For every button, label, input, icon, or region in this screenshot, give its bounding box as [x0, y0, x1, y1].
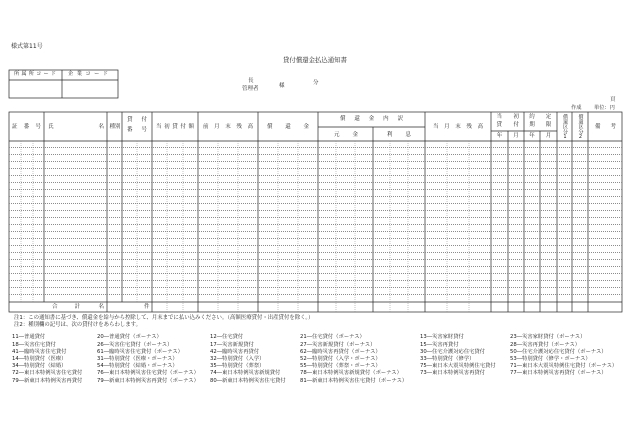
loan-type-legend: [12, 334, 622, 384]
loan-type-item: 14―特別貸付（医療）: [12, 355, 67, 362]
loan-type-item: 27―災害新規貸付（ボーナス）: [300, 341, 376, 348]
persons-unit: 名: [98, 303, 105, 310]
loan-type-item: 15―災害再貸付: [420, 341, 459, 348]
table-row: [9, 218, 622, 225]
affiliation-code-label: 所属所コード: [14, 71, 56, 78]
loan-type-item: 32―特別貸付（入学）: [210, 355, 265, 362]
company-code-label: 企業コード: [68, 71, 108, 78]
table-row: [9, 288, 622, 295]
header-current-month-balance: 当月末残高: [433, 123, 483, 130]
table-row: [9, 253, 622, 260]
table-row: [9, 295, 622, 302]
loan-type-item: 76―東日本特例災害住宅貸付（ボーナス）: [97, 370, 199, 377]
loan-type-item: 31―特別貸付（医療・ボーナス）: [97, 355, 178, 362]
table-row: [9, 169, 622, 176]
loan-type-item: 73―東日本特例災害再貸付: [420, 370, 486, 377]
table-row: [9, 155, 622, 162]
loan-type-item: 79―新東日本特例災害再貸付（ボーナス）: [97, 377, 199, 384]
table-row: [9, 197, 622, 204]
table-row: [9, 260, 622, 267]
table-row: [9, 204, 622, 211]
document-title: 貸付償還金払込通知書: [283, 56, 347, 64]
loan-type-item: 21―住宅貸付（ボーナス）: [300, 334, 365, 341]
loan-type-item: 71―東日本大震災特例住宅貸付（ボーナス）: [510, 363, 618, 370]
form-number: 様式第11号: [11, 43, 43, 50]
header-repayment: 償還金: [267, 123, 309, 130]
loan-type-item: 20―普通貸付（ボーナス）: [97, 334, 162, 341]
table-row: [9, 162, 622, 169]
header-initial-loan-amount: 当初貸付額: [156, 123, 194, 130]
header-due-month: 月: [545, 132, 552, 139]
loan-type-item: 54―特別貸付（結婚・ボーナス）: [97, 363, 178, 370]
chief-label: 長: [248, 78, 254, 84]
header-interest: 利息: [387, 131, 411, 138]
table-row: [9, 225, 622, 232]
period-suffix: 分: [313, 80, 319, 86]
loan-type-item: 75―東日本大震災特例住宅貸付: [420, 363, 496, 370]
header-loan-number-line1: 貸付: [127, 116, 147, 123]
header-loan-number-line2: 番号: [127, 127, 147, 133]
table-row: [9, 211, 622, 218]
header-initial-loan-line2: 貸付: [496, 121, 519, 128]
header-due-year: 年: [529, 132, 535, 139]
loan-type-item: 28―災害再貸付（ボーナス）: [510, 341, 581, 348]
table-row: [9, 239, 622, 246]
note-2: 注2：種別欄の記号は、次の貸付けをあらわします。: [14, 321, 141, 328]
header-repayment-category-2: 償還区分2: [577, 114, 584, 140]
loan-type-item: 26―災害住宅貸付（ボーナス）: [97, 341, 173, 348]
table-row: [9, 281, 622, 288]
header-due-date-line1: 約定: [529, 113, 552, 120]
note-1: 注1：この通知書に基づき、償還金を給与から控除して、月末までに払い込みください。（高額医療貸付・出産貸付を除く。）: [14, 314, 314, 321]
loan-type-item: 50―住宅介護対応住宅貸付（ボーナス）: [510, 348, 607, 355]
loan-type-item: 34―特別貸付（結婚）: [12, 363, 67, 370]
loan-type-item: 12―住宅貸付: [210, 334, 244, 341]
header-initial-loan-line1: 当初: [496, 113, 519, 120]
honorific: 様: [279, 82, 285, 89]
table-row: [9, 267, 622, 274]
loan-type-item: 81―新東日本特例災害住宅貸付（ボーナス）: [300, 377, 408, 384]
header-remarks: 備考: [595, 123, 616, 130]
header-initial-month: 月: [513, 132, 519, 139]
loan-type-item: 53―特別貸付（修学・ボーナス）: [510, 355, 591, 362]
loan-type-item: 61―臨時災害住宅貸付（ボーナス）: [97, 348, 183, 355]
table-row: [9, 232, 622, 239]
loan-type-item: 74―東日本特例災害新規貸付: [210, 370, 281, 377]
manager-label: 管理者: [242, 85, 259, 92]
header-repayment-category-1: 償還区分1: [562, 114, 568, 140]
header-initial-year: 年: [496, 132, 503, 139]
table-row: [9, 183, 622, 190]
loan-type-item: 77―東日本特例災害再貸付（ボーナス）: [510, 370, 607, 377]
header-repayment-breakdown: 償還金内訳: [340, 116, 403, 122]
loan-type-item: 11―普通貸付: [12, 334, 46, 341]
loan-type-item: 52―特別貸付（入学・ボーナス）: [300, 355, 381, 362]
table-row: [9, 141, 622, 148]
unit-label: 単位：円: [594, 104, 615, 111]
table-row: [9, 190, 622, 197]
loan-type-item: 62―臨時災害再貸付（ボーナス）: [300, 348, 381, 355]
loan-type-item: 18―災害住宅貸付: [12, 341, 56, 348]
table-row: [9, 246, 622, 253]
loan-type-item: 41―臨時災害住宅貸付: [12, 348, 67, 355]
loan-type-item: 13―災害家財貸付: [420, 334, 464, 341]
cases-unit: 件: [144, 303, 150, 310]
header-certificate-number: 証番号: [12, 123, 41, 130]
created-label: 作成: [571, 104, 582, 111]
page-label: 頁: [610, 97, 616, 103]
loan-type-item: 30―住宅介護対応住宅貸付: [420, 348, 486, 355]
loan-type-item: 55―特別貸付（葬祭・ボーナス）: [300, 363, 381, 370]
loan-type-item: 17―災害新規貸付: [210, 341, 254, 348]
loan-type-item: 23―災害家財貸付（ボーナス）: [510, 334, 586, 341]
loan-type-item: 35―特別貸付（葬祭）: [210, 363, 265, 370]
header-prev-month-balance: 前月末残高: [203, 123, 253, 130]
header-name: 氏名: [48, 123, 104, 130]
table-row: [9, 176, 622, 183]
header-due-date-line2: 期限: [529, 121, 552, 128]
table-row: [9, 148, 622, 155]
header-principal: 元金: [334, 131, 358, 138]
header-type: 種別: [109, 123, 121, 130]
loan-type-item: 72―東日本特例災害住宅貸付: [12, 370, 83, 377]
loan-type-item: 79―新東日本特例災害再貸付: [12, 377, 83, 384]
total-label: 合計: [52, 303, 80, 310]
loan-type-item: 33―特別貸付（修学）: [420, 355, 475, 362]
loan-type-item: 42―臨時災害再貸付: [210, 348, 260, 355]
loan-type-item: 78―東日本特例災害新規貸付（ボーナス）: [300, 370, 402, 377]
loan-type-item: 80―新東日本特例災害住宅貸付: [210, 377, 286, 384]
table-row: [9, 274, 622, 281]
